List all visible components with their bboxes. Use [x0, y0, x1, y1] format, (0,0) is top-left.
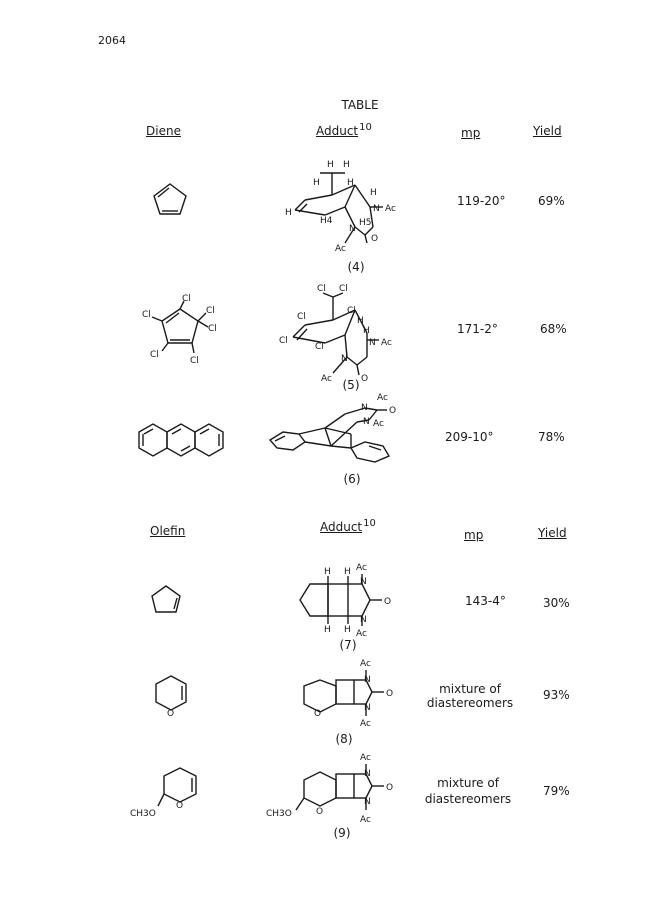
- header-mp: mp: [461, 126, 481, 140]
- atom-n: N: [369, 338, 376, 348]
- adduct-6-structure: [265, 392, 405, 467]
- atom-n: N: [364, 769, 371, 779]
- mp-value-5: 171-2°: [457, 322, 498, 336]
- atom-ac: Ac: [360, 753, 371, 763]
- header-olefin: Olefin: [150, 524, 186, 538]
- atom-ac: Ac: [356, 563, 367, 573]
- atom-ac: Ac: [381, 338, 392, 348]
- yield-value-8: 93%: [543, 688, 570, 702]
- mp-value-6: 209-10°: [445, 430, 494, 444]
- atom-o: O: [176, 801, 184, 811]
- methoxy-dihydropyran-structure: [130, 760, 210, 820]
- atom-h5: H5: [359, 218, 372, 228]
- atom-h: H: [327, 160, 334, 170]
- adduct-8-structure: [292, 656, 402, 734]
- atom-cl: Cl: [208, 324, 217, 334]
- atom-h: H: [344, 625, 351, 635]
- header-diene: Diene: [146, 124, 181, 138]
- atom-n: N: [360, 577, 367, 587]
- atom-ac: Ac: [360, 815, 371, 825]
- cyclopentadiene-structure: [150, 180, 190, 220]
- header-adduct: [316, 122, 372, 138]
- atom-h4: H4: [320, 216, 333, 226]
- atom-o: O: [386, 689, 394, 699]
- header-adduct-label: Adduct: [316, 124, 359, 138]
- atom-h: H: [344, 567, 351, 577]
- mp-value-7: 143-4°: [465, 594, 506, 608]
- atom-n: N: [361, 403, 368, 413]
- atom-n: N: [364, 703, 371, 713]
- yield-value-5: 68%: [540, 322, 567, 336]
- atom-h: H: [324, 567, 331, 577]
- atom-h: H: [324, 625, 331, 635]
- atom-n: N: [360, 615, 367, 625]
- atom-o: O: [361, 374, 369, 384]
- atom-o: O: [389, 406, 397, 416]
- atom-ac: Ac: [373, 419, 384, 429]
- atom-o: O: [316, 807, 324, 817]
- atom-o: O: [386, 783, 394, 793]
- atom-cl: Cl: [150, 350, 159, 360]
- atom-n: N: [364, 797, 371, 807]
- header-adduct-2: [320, 518, 376, 534]
- atom-o: O: [384, 597, 392, 607]
- adduct-9-structure: [262, 752, 402, 832]
- atom-h: H: [370, 188, 377, 198]
- cyclopentene-structure: [148, 582, 184, 618]
- yield-value-6: 78%: [538, 430, 565, 444]
- atom-cl: Cl: [182, 294, 191, 304]
- compound-label-9: (9): [333, 826, 351, 840]
- compound-label-5: (5): [342, 378, 360, 392]
- compound-label-7: (7): [339, 638, 357, 652]
- atom-cl: Cl: [339, 284, 348, 294]
- adduct-5-structure: [275, 285, 415, 385]
- table-title: TABLE: [341, 98, 379, 112]
- atom-ac: Ac: [385, 204, 396, 214]
- mp-value-8-line2: diastereomers: [426, 696, 514, 710]
- adduct-4-structure: [285, 155, 415, 255]
- atom-ac: Ac: [335, 244, 346, 254]
- atom-cl: Cl: [317, 284, 326, 294]
- compound-label-6: (6): [343, 472, 361, 486]
- mp-value-9-line2: diastereomers: [424, 792, 512, 806]
- atom-h: H: [285, 208, 292, 218]
- page-number: 2064: [98, 34, 126, 47]
- mp-value-9-line1: mixture of: [437, 776, 499, 790]
- header-yield-2: Yield: [538, 526, 567, 540]
- anthracene-structure: [135, 418, 235, 460]
- header-adduct-ref: 10: [359, 122, 372, 133]
- compound-label-8: (8): [335, 732, 353, 746]
- atom-n: N: [364, 675, 371, 685]
- header-adduct-ref: 10: [363, 518, 376, 529]
- atom-h: H: [343, 160, 350, 170]
- atom-ac: Ac: [356, 629, 367, 639]
- atom-cl: Cl: [315, 342, 324, 352]
- atom-cl: Cl: [190, 356, 199, 366]
- compound-label-4: (4): [347, 260, 365, 274]
- atom-cl: Cl: [142, 310, 151, 320]
- atom-h: H: [357, 316, 364, 326]
- atom-n: N: [341, 354, 348, 364]
- atom-ac: Ac: [360, 719, 371, 729]
- mp-value-8-line1: mixture of: [439, 682, 501, 696]
- adduct-7-structure: [292, 562, 402, 638]
- atom-ac: Ac: [377, 393, 388, 403]
- yield-value-9: 79%: [543, 784, 570, 798]
- atom-n: N: [363, 417, 370, 427]
- atom-h: H: [313, 178, 320, 188]
- atom-n: N: [373, 204, 380, 214]
- atom-cl: Cl: [279, 336, 288, 346]
- header-adduct-label: Adduct: [320, 520, 363, 534]
- hexachlorocyclopentadiene-structure: [140, 295, 220, 365]
- atom-h: H: [363, 326, 370, 336]
- atom-o: O: [371, 234, 379, 244]
- atom-cl: Cl: [297, 312, 306, 322]
- atom-o: O: [167, 709, 175, 719]
- methoxy-group: CH3O: [130, 809, 156, 819]
- atom-ac: Ac: [321, 374, 332, 384]
- atom-ac: Ac: [360, 659, 371, 669]
- atom-h: H: [347, 178, 354, 188]
- atom-cl: Cl: [206, 306, 215, 316]
- atom-cl: Cl: [347, 306, 356, 316]
- mp-value-4: 119-20°: [457, 194, 506, 208]
- header-mp-2: mp: [464, 528, 484, 542]
- atom-o: O: [314, 709, 322, 719]
- yield-value-4: 69%: [538, 194, 565, 208]
- methoxy-group: CH3O: [266, 809, 292, 819]
- dihydropyran-structure: [146, 670, 196, 720]
- header-yield: Yield: [533, 124, 562, 138]
- yield-value-7: 30%: [543, 596, 570, 610]
- atom-n: N: [349, 224, 356, 234]
